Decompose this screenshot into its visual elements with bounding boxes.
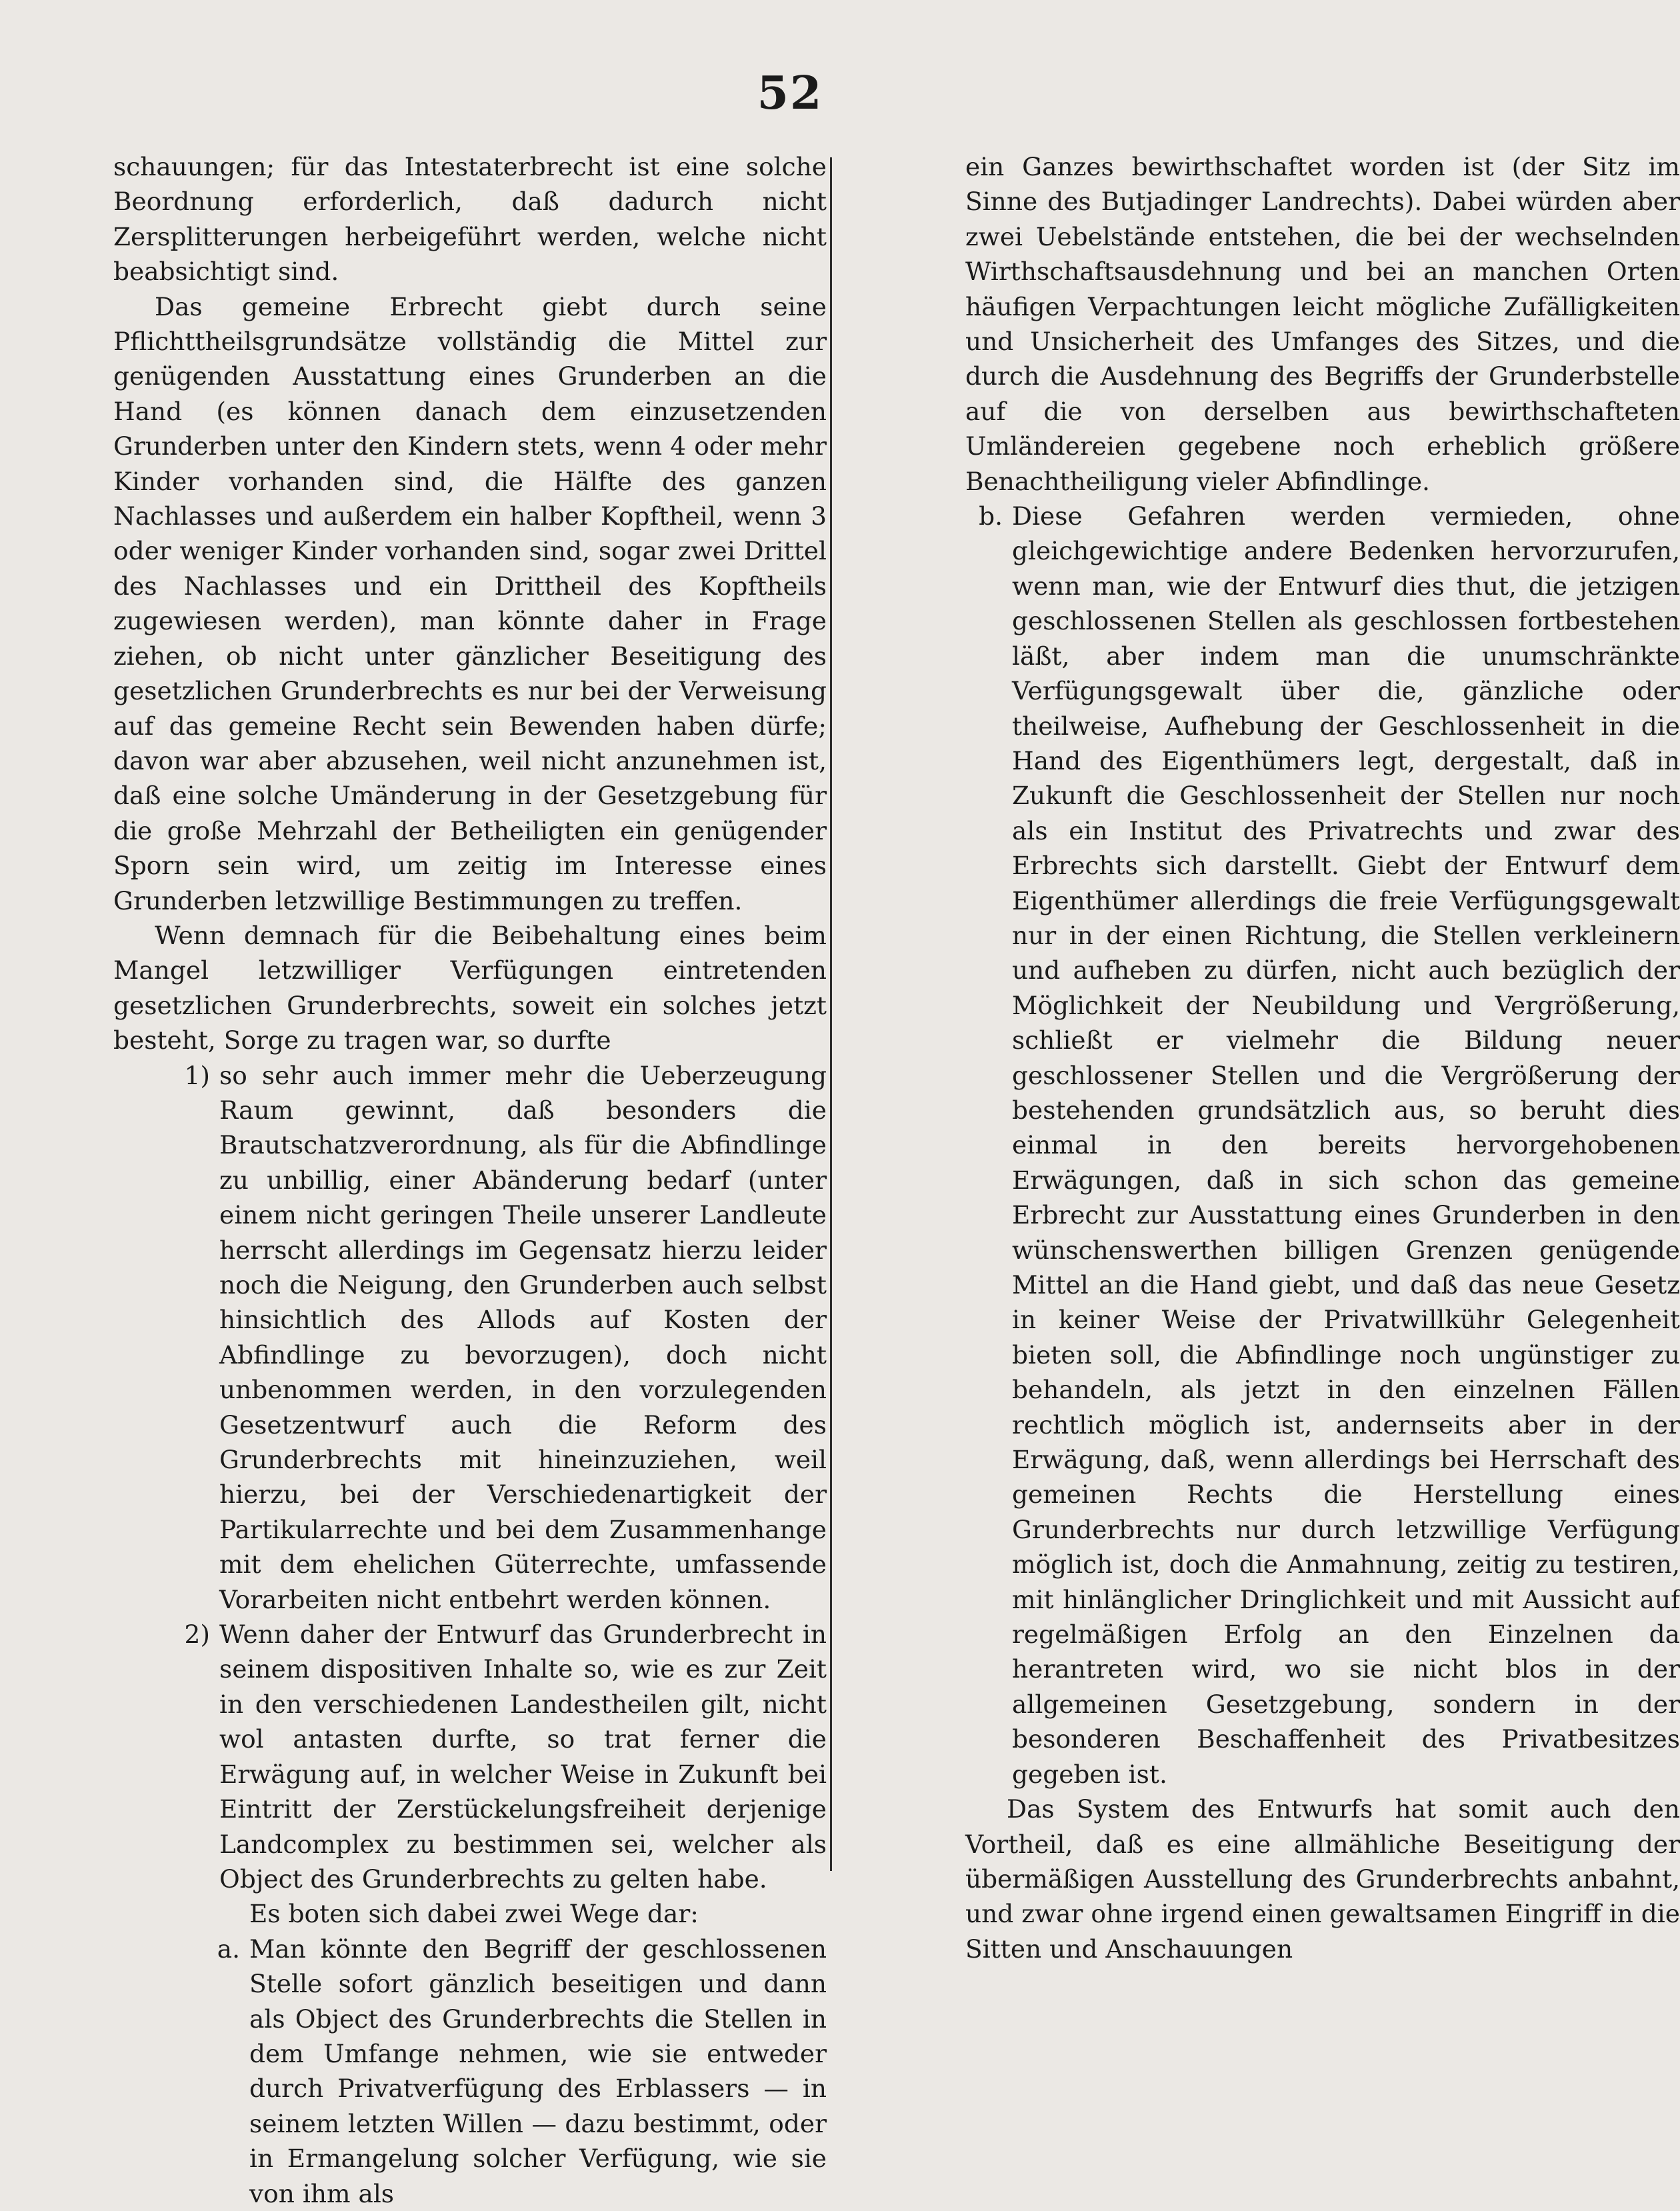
left-paragraph-1: schauungen; für das Intestaterbrecht ist eine solche Beordnung erforderlich, daß dadurch nicht Zersplitterungen herbeigeführt werden, welche nicht beabsichtigt sind. [113,152,827,287]
list-item-a [212,1932,827,2211]
list-item-b-letter: b. [979,501,1003,531]
column-divider [830,157,832,1871]
list-item-b-text: Diese Gefahren werden vermieden, ohne gleichgewichtige andere Bedenken hervorzurufen, wenn man, wie der Entwurf dies thut, die jetzigen geschlossenen Stellen als geschlossen fortbestehen läßt, aber indem man die unumschränkte Verfügungsgewalt über die, gänzliche oder theilweise, Aufhebung der Geschlossenheit in die Hand des Eigenthümers legt, dergestalt, daß in Zukunft die Geschlossenheit der Stellen nur noch als ein Institut des Privatrechts und zwar des Erbrechts sich darstellt. Giebt der Entwurf dem Eigenthümer allerdings die freie Verfügungsgewalt nur in der einen Richtung, die Stellen verkleinern und aufheben zu dürfen, nicht auch bezüglich der Möglichkeit der Neubildung und Vergrößerung, schließt er vielmehr die Bildung neuer geschlossener Stellen und die Vergrößerung der bestehenden grundsätzlich aus, so beruht dies einmal in den bereits hervorgehobenen Erwägungen, daß in sich schon das gemeine Erbrecht zur Ausstattung eines Grunderben in den wünschenswerthen billigen Grenzen genügende Mittel an die Hand giebt, und daß das neue Gesetz in keiner Weise der Privatwillkühr Gelegenheit bieten soll, die Abfindlinge noch ungünstiger zu behandeln, als jetzt in den einzelnen Fällen rechtlich möglich ist, andernseits aber in der Erwägung, daß, wenn allerdings bei Herrschaft des gemeinen Rechts die Herstellung eines Grunderbrechts nur durch letzwillige Verfügung möglich ist, doch die Anmahnung, zeitig zu testiren, mit hinlänglicher Dringlichkeit und mit Aussicht auf regelmäßigen Erfolg an den Einzelnen da herantreten wird, wo sie nicht blos in der allgemeinen Gesetzgebung, sondern in der besonderen Beschaffenheit des Privatbesitzes gegeben ist. [1012,501,1680,1789]
list-item-2-number: 2) [184,1620,210,1650]
list-item-a-letter: a. [217,1934,240,1964]
left-paragraph-2: Das gemeine Erbrecht giebt durch seine Pflichttheilsgrundsätze vollständig die Mittel zur genügenden Ausstattung eines Grunderben an die Hand (es können danach dem einzusetzenden Grunderben unter den Kindern stets, wenn 4 oder mehr Kinder vorhanden sind, die Hälfte des ganzen Nachlasses und außerdem ein halber Kopftheil, wenn 3 oder weniger Kinder vorhanden sind, sogar zwei Drittel des Nachlasses und ein Drittheil des Kopftheils zugewiesen werden), man könnte daher in Frage ziehen, ob nicht unter gänzlicher Beseitigung des gesetzlichen Grunderbrechts es nur bei der Verweisung auf das gemeine Recht sein Bewenden haben dürfe; davon war aber abzusehen, weil nicht anzunehmen ist, daß eine solche Umänderung in der Gesetzgebung für die große Mehrzahl der Betheiligten ein genügender Sporn sein wird, um zeitig im Interesse eines Grunderben letzwillige Bestimmungen zu treffen. [113,291,827,915]
left-paragraph-3: Wenn demnach für die Beibehaltung eines beim Mangel letzwilliger Verfügungen eintretenden gesetzlichen Grunderbrechts, soweit ein solches jetzt besteht, Sorge zu tragen war, so durfte [113,920,827,1055]
list-item-2 [170,1617,827,1896]
right-paragraph-1: ein Ganzes bewirthschaftet worden ist (der Sitz im Sinne des Butjadinger Landrechts). Dabei würden aber zwei Uebelstände entstehen, die bei der wechselnden Wirthschaftsausdehnung und bei an manchen Orten häufigen Verpachtungen leicht mögliche Zufälligkeiten und Unsicherheit des Umfanges des Sitzes, und die durch die Ausdehnung des Begriffs der Grunderbstelle auf die von derselben aus bewirthschafteten Umländereien gegebene noch erheblich größere Benachtheiligung vieler Abfindlinge. [965,152,1680,496]
list-item-1-number: 1) [184,1060,210,1090]
list-item-a-text: Man könnte den Begriff der geschlossenen Stelle sofort gänzlich beseitigen und dann als Object des Grunderbrechts die Stellen in dem Umfange nehmen, wie sie entweder durch Privatverfügung des Erblassers — in seinem letzten Willen — dazu bestimmt, oder in Ermangelung solcher Verfügung, wie sie von ihm als [249,1934,827,2208]
list-item-b [963,499,1680,1792]
right-column [965,149,1680,1966]
list-item-1 [170,1058,827,1618]
list-item-2-text: Wenn daher der Entwurf das Grunderbrecht in seinem dispositiven Inhalte so, wie es zur Zeit in den verschiedenen Landestheilen gilt, nicht wol antasten durfte, so trat ferner die Erwägung auf, in welcher Weise in Zukunft bei Eintritt der Zerstückelungsfreiheit derjenige Landcomplex zu bestimmen sei, welcher als Object des Grunderbrechts zu gelten habe. [219,1620,827,1894]
list-item-1-text: so sehr auch immer mehr die Ueberzeugung Raum gewinnt, daß besonders die Brautschatzverordnung, als für die Abfindlinge zu unbillig, einer Abänderung bedarf (unter einem nicht geringen Theile unserer Landleute herrscht allerdings im Gegensatz hierzu leider noch die Neigung, den Grunderben auch selbst hinsichtlich des Allods auf Kosten der Abfindlinge zu bevorzugen), doch nicht unbenommen werden, in den vorzulegenden Gesetzentwurf auch die Reform des Grunderbrechts mit hineinzuziehen, weil hierzu, bei der Verschiedenartigkeit der Partikularrechte und bei dem Zusammenhange mit dem ehelichen Güterrechte, umfassende Vorarbeiten nicht entbehrt werden können. [219,1060,827,1614]
page-number: 52 [757,67,823,120]
right-paragraph-3: Das System des Entwurfs hat somit auch den Vortheil, daß es eine allmähliche Beseitigung der übermäßigen Ausstellung des Grunderbrechts anbahnt, und zwar ohne irgend einen gewaltsamen Eingriff in die Sitten und Anschauungen [965,1794,1680,1964]
ways-intro: Es boten sich dabei zwei Wege dar: [249,1899,699,1929]
left-column [113,149,827,2211]
